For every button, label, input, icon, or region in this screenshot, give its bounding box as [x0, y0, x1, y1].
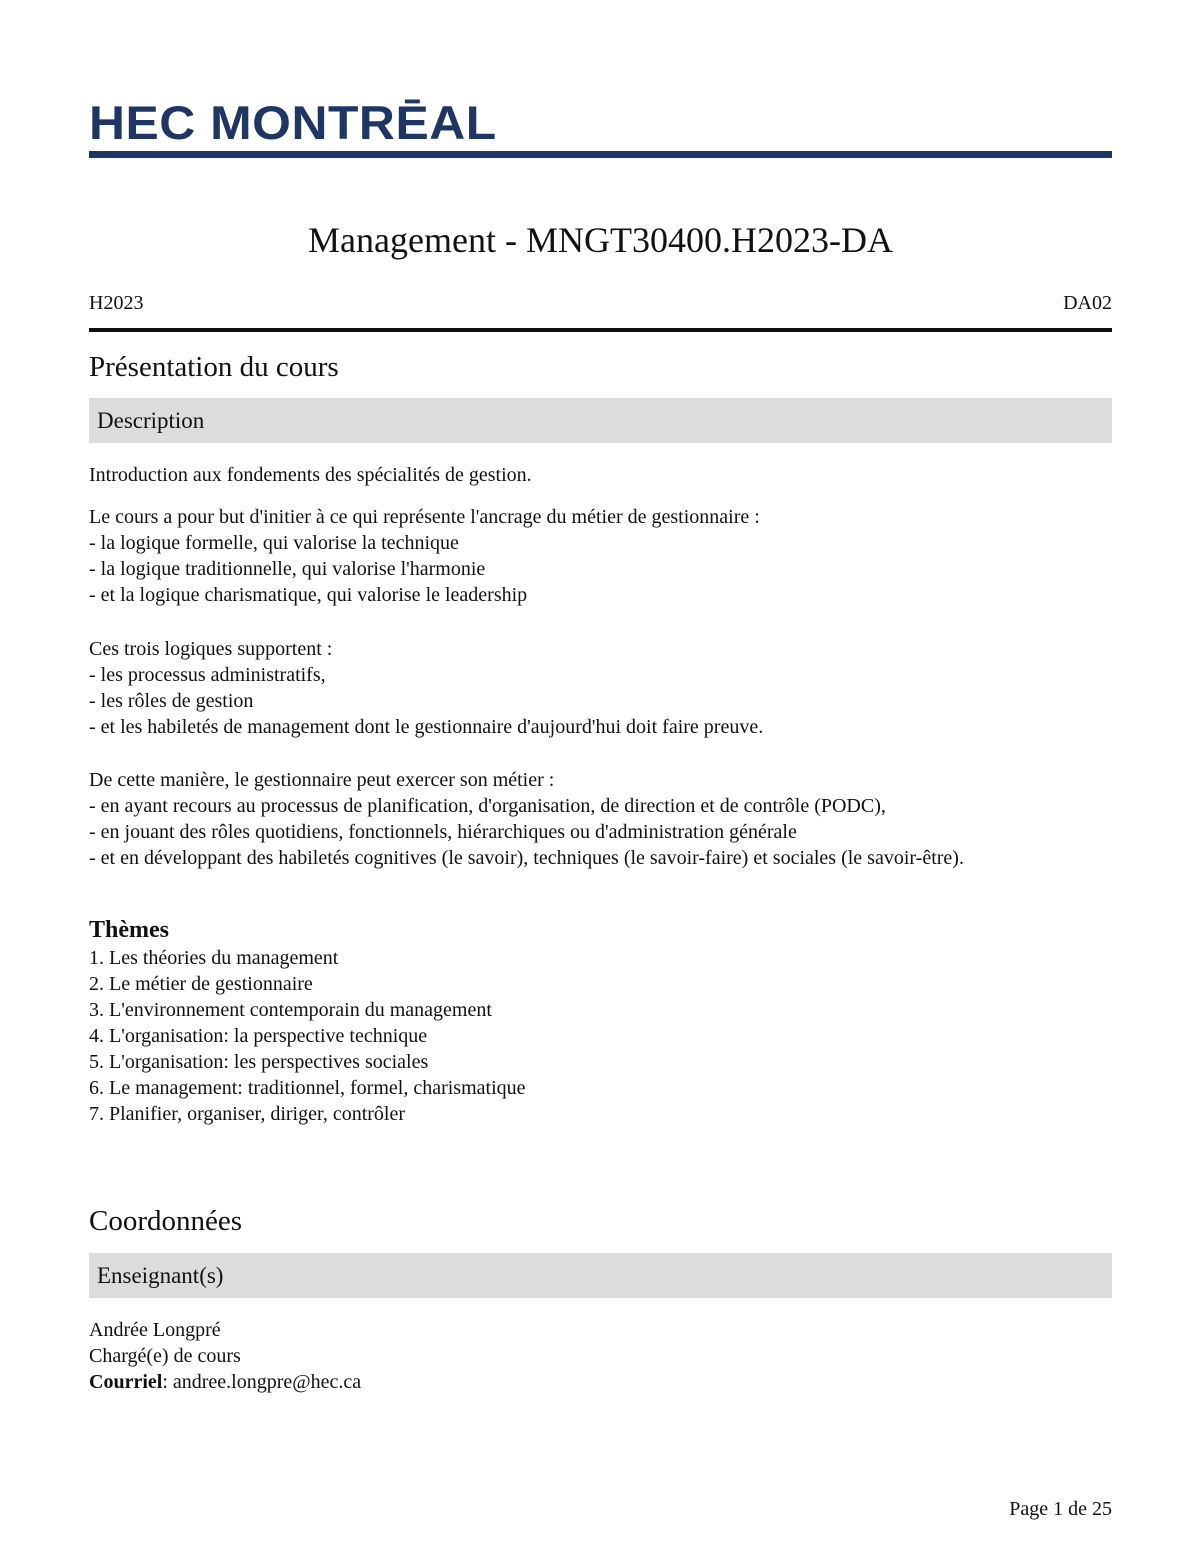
metier-paragraph: [89, 767, 1112, 871]
instructor-info: [89, 1317, 1112, 1395]
theme-item: 2. Le métier de gestionnaire: [89, 973, 313, 995]
intro-paragraph: [89, 462, 1112, 488]
paragraph-line: - en jouant des rôles quotidiens, fonctionnels, hiérarchiques ou d'administration générale: [89, 821, 797, 843]
document-page: [89, 0, 1112, 1553]
instructor-name: Andrée Longpré: [89, 1319, 221, 1341]
theme-item: 5. L'organisation: les perspectives sociales: [89, 1051, 429, 1073]
theme-item: 6. Le management: traditionnel, formel, charismatique: [89, 1077, 526, 1099]
header-rule: [89, 151, 1112, 158]
theme-item: 1. Les théories du management: [89, 947, 339, 969]
theme-item: 4. L'organisation: la perspective technique: [89, 1025, 428, 1047]
group-label: DA02: [1063, 292, 1112, 314]
paragraph-line: Ces trois logiques supportent :: [89, 638, 333, 660]
email-label: Courriel: [89, 1371, 163, 1393]
section-heading-contact: Coordonnées: [89, 1205, 243, 1237]
paragraph-line: - et les habiletés de management dont le gestionnaire d'aujourd'hui doit faire preuve.: [89, 716, 764, 738]
hec-montreal-logo: [89, 96, 497, 149]
meta-rule: [89, 328, 1112, 332]
theme-item: 7. Planifier, organiser, diriger, contrôler: [89, 1103, 406, 1125]
paragraph-line: - et en développant des habiletés cognitives (le savoir), techniques (le savoir-faire) et sociales (le savoir-être).: [89, 847, 964, 869]
paragraph-line: - les processus administratifs,: [89, 664, 326, 686]
instructor-email-line: [89, 1369, 1112, 1395]
instructor-role: Chargé(e) de cours: [89, 1345, 241, 1367]
course-title: Management - MNGT30400.H2023-DA: [308, 220, 893, 260]
support-paragraph: [89, 636, 1112, 740]
instructor-band: Enseignant(s): [89, 1253, 1112, 1298]
session-label: H2023: [89, 292, 144, 314]
paragraph-line: - les rôles de gestion: [89, 690, 254, 712]
themes-list: [89, 945, 1112, 1127]
intro-line: Introduction aux fondements des spécialités de gestion.: [89, 464, 532, 486]
section-heading-presentation: Présentation du cours: [89, 351, 339, 383]
paragraph-line: Le cours a pour but d'initier à ce qui représente l'ancrage du métier de gestionnaire :: [89, 506, 760, 528]
themes-heading: Thèmes: [89, 917, 169, 943]
logic-paragraph: [89, 504, 1112, 608]
page-number: Page 1 de 25: [1009, 1498, 1112, 1520]
paragraph-line: - en ayant recours au processus de planification, d'organisation, de direction et de contrôle (PODC),: [89, 795, 886, 817]
email-value: : andree.longpre@hec.ca: [162, 1371, 362, 1393]
paragraph-line: - la logique traditionnelle, qui valorise l'harmonie: [89, 558, 486, 580]
paragraph-line: - et la logique charismatique, qui valorise le leadership: [89, 584, 528, 606]
theme-item: 3. L'environnement contemporain du management: [89, 999, 492, 1021]
logo-text: HEC MONTRĒAL: [89, 96, 497, 149]
paragraph-line: De cette manière, le gestionnaire peut exercer son métier :: [89, 769, 555, 791]
paragraph-line: - la logique formelle, qui valorise la technique: [89, 532, 459, 554]
description-band: Description: [89, 398, 1112, 443]
